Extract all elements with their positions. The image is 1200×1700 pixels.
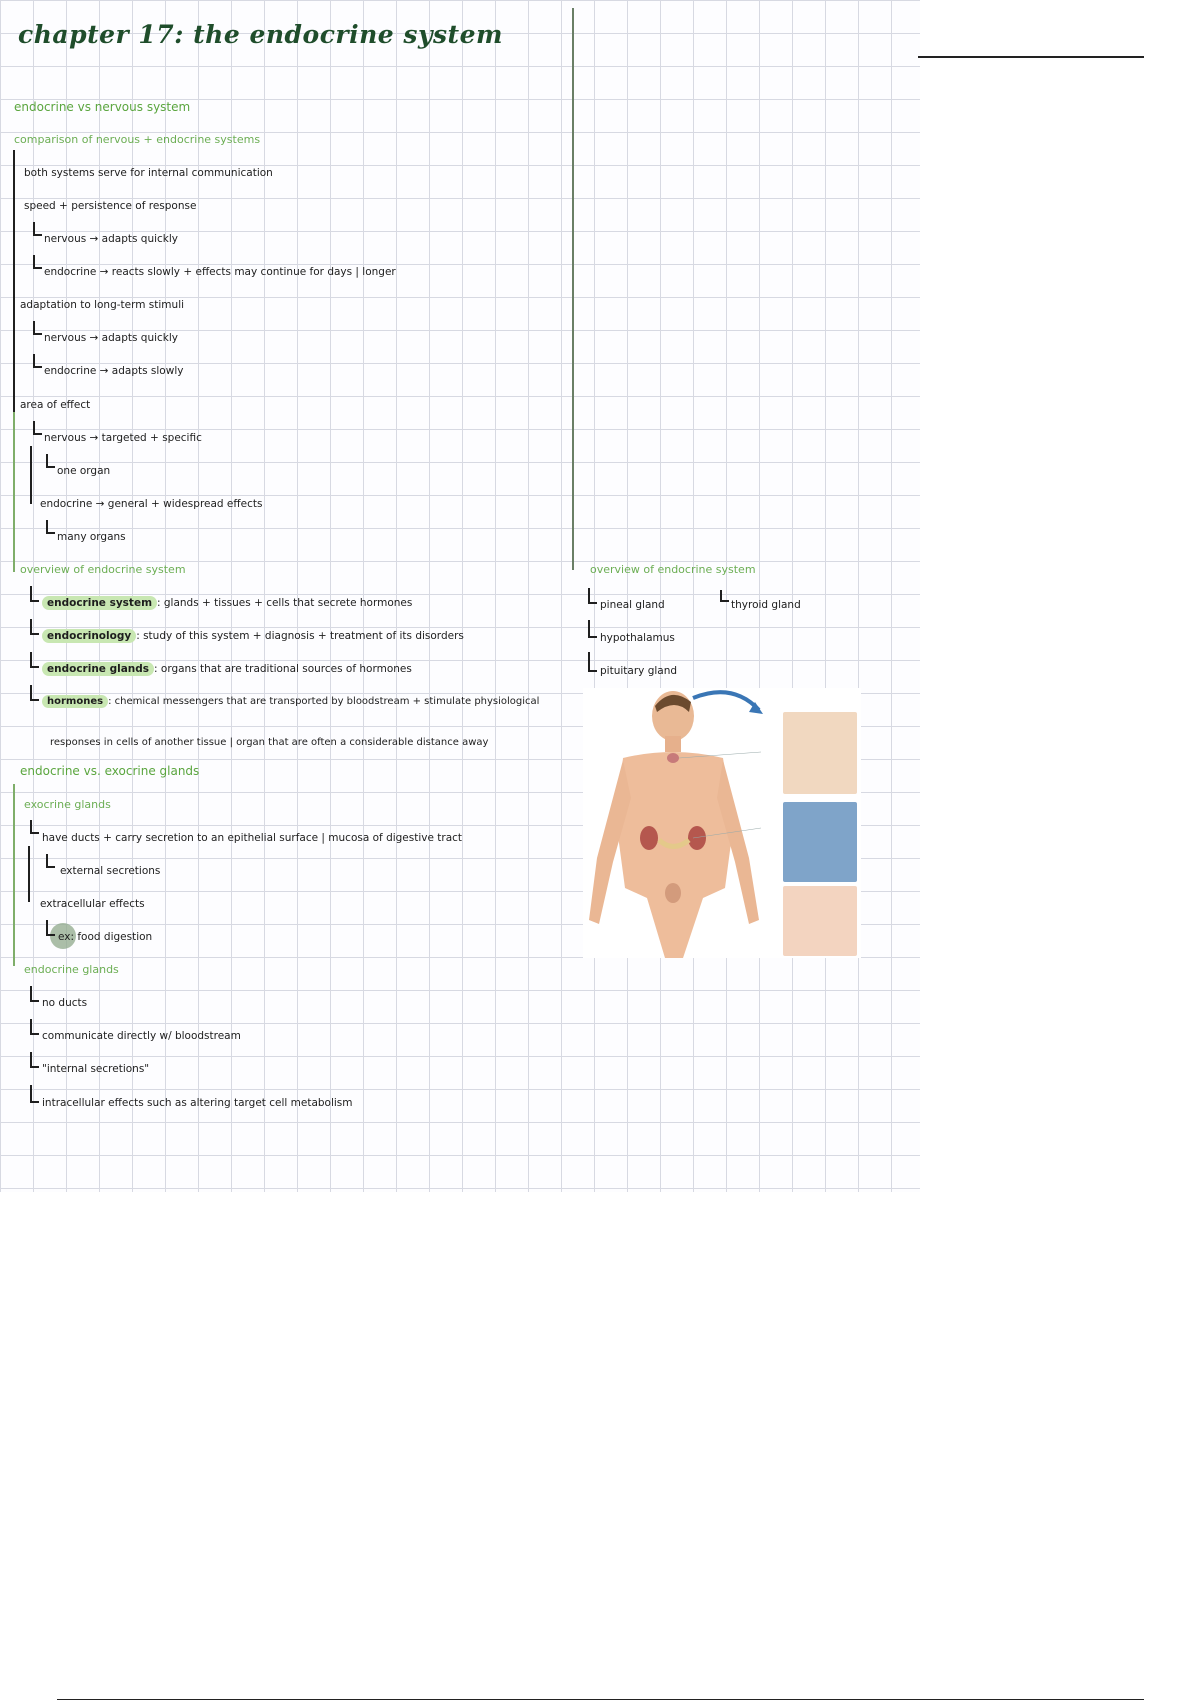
bracket	[30, 1052, 39, 1068]
anatomy-illustration-figure	[583, 688, 861, 958]
subheading-comparison: comparison of nervous + endocrine systems	[14, 133, 261, 146]
note-line: both systems serve for internal communication	[24, 167, 273, 179]
bracket	[33, 421, 42, 435]
bracket	[46, 854, 55, 868]
bracket	[588, 620, 597, 638]
note-line: extracellular effects	[40, 898, 145, 910]
gland-item: pituitary gland	[600, 665, 678, 677]
tree-line	[13, 784, 15, 966]
bracket	[46, 920, 55, 936]
gland-item: pineal gland	[600, 599, 665, 611]
bracket	[46, 454, 55, 468]
note-line: area of effect	[20, 399, 91, 411]
subheading-exocrine: exocrine glands	[24, 798, 111, 811]
tree-line	[13, 412, 15, 572]
column-divider	[572, 8, 574, 570]
definition-text: : chemical messengers that are transported by bloodstream + stimulate physiological	[108, 696, 540, 707]
definition-text: : study of this system + diagnosis + treatment of its disorders	[136, 630, 464, 642]
note-line: ex: food digestion	[58, 931, 153, 943]
bracket	[588, 652, 597, 672]
definition-text: : glands + tissues + cells that secrete hormones	[157, 597, 413, 609]
note-line: one organ	[57, 465, 111, 477]
note-line: endocrine → general + widespread effects	[40, 498, 263, 510]
brain-panel	[783, 712, 857, 794]
note-line: endocrine → reacts slowly + effects may continue for days | longer	[44, 266, 396, 278]
note-line: endocrine → adapts slowly	[44, 365, 184, 377]
tree-line	[30, 446, 32, 504]
subheading-overview: overview of endocrine system	[20, 563, 186, 576]
note-line: "internal secretions"	[42, 1063, 150, 1075]
page-title: chapter 17: the endocrine system	[18, 20, 503, 49]
right-subheading-overview: overview of endocrine system	[590, 563, 756, 576]
definition-continued: responses in cells of another tissue | organ that are often a considerable distance away	[50, 737, 489, 748]
term-highlight: endocrine system	[42, 596, 157, 610]
bracket	[33, 354, 42, 368]
term-highlight: endocrinology	[42, 629, 136, 643]
bracket	[30, 1085, 39, 1103]
human-body-illustration	[583, 688, 768, 958]
bracket	[30, 820, 39, 834]
tree-line	[28, 846, 30, 902]
note-line: communicate directly w/ bloodstream	[42, 1030, 241, 1042]
note-line: no ducts	[42, 997, 88, 1009]
definition-text: : organs that are traditional sources of hormones	[154, 663, 412, 675]
bracket	[588, 588, 597, 604]
note-line: nervous → adapts quickly	[44, 233, 179, 245]
term-highlight: endocrine glands	[42, 662, 154, 676]
bracket	[30, 986, 39, 1002]
note-line: nervous → adapts quickly	[44, 332, 179, 344]
note-line: many organs	[57, 531, 126, 543]
bracket	[30, 652, 39, 668]
bracket	[720, 590, 729, 602]
section-heading-endocrine-vs-exocrine: endocrine vs. exocrine glands	[20, 764, 200, 778]
note-line: speed + persistence of response	[24, 200, 197, 212]
bracket	[33, 222, 42, 236]
term-highlight: hormones	[42, 695, 108, 708]
gland-item: thyroid gland	[731, 599, 801, 611]
tree-line	[13, 150, 15, 412]
subheading-endocrine-glands: endocrine glands	[24, 963, 119, 976]
bracket	[33, 321, 42, 335]
pelvic-panel	[783, 886, 857, 956]
bracket	[46, 520, 55, 534]
gland-item: hypothalamus	[600, 632, 675, 644]
note-line: external secretions	[60, 865, 161, 877]
bracket	[30, 685, 39, 701]
note-line: have ducts + carry secretion to an epithelial surface | mucosa of digestive tract	[42, 832, 463, 844]
note-line: adaptation to long-term stimuli	[20, 299, 185, 311]
note-line: nervous → targeted + specific	[44, 432, 202, 444]
header-rule	[918, 56, 1144, 58]
section-heading-endocrine-vs-nervous: endocrine vs nervous system	[14, 100, 191, 114]
note-line: intracellular effects such as altering target cell metabolism	[42, 1097, 353, 1109]
bracket	[30, 586, 39, 602]
bracket	[33, 255, 42, 269]
bracket	[30, 1019, 39, 1035]
bracket	[30, 619, 39, 635]
gland-panel	[783, 802, 857, 882]
